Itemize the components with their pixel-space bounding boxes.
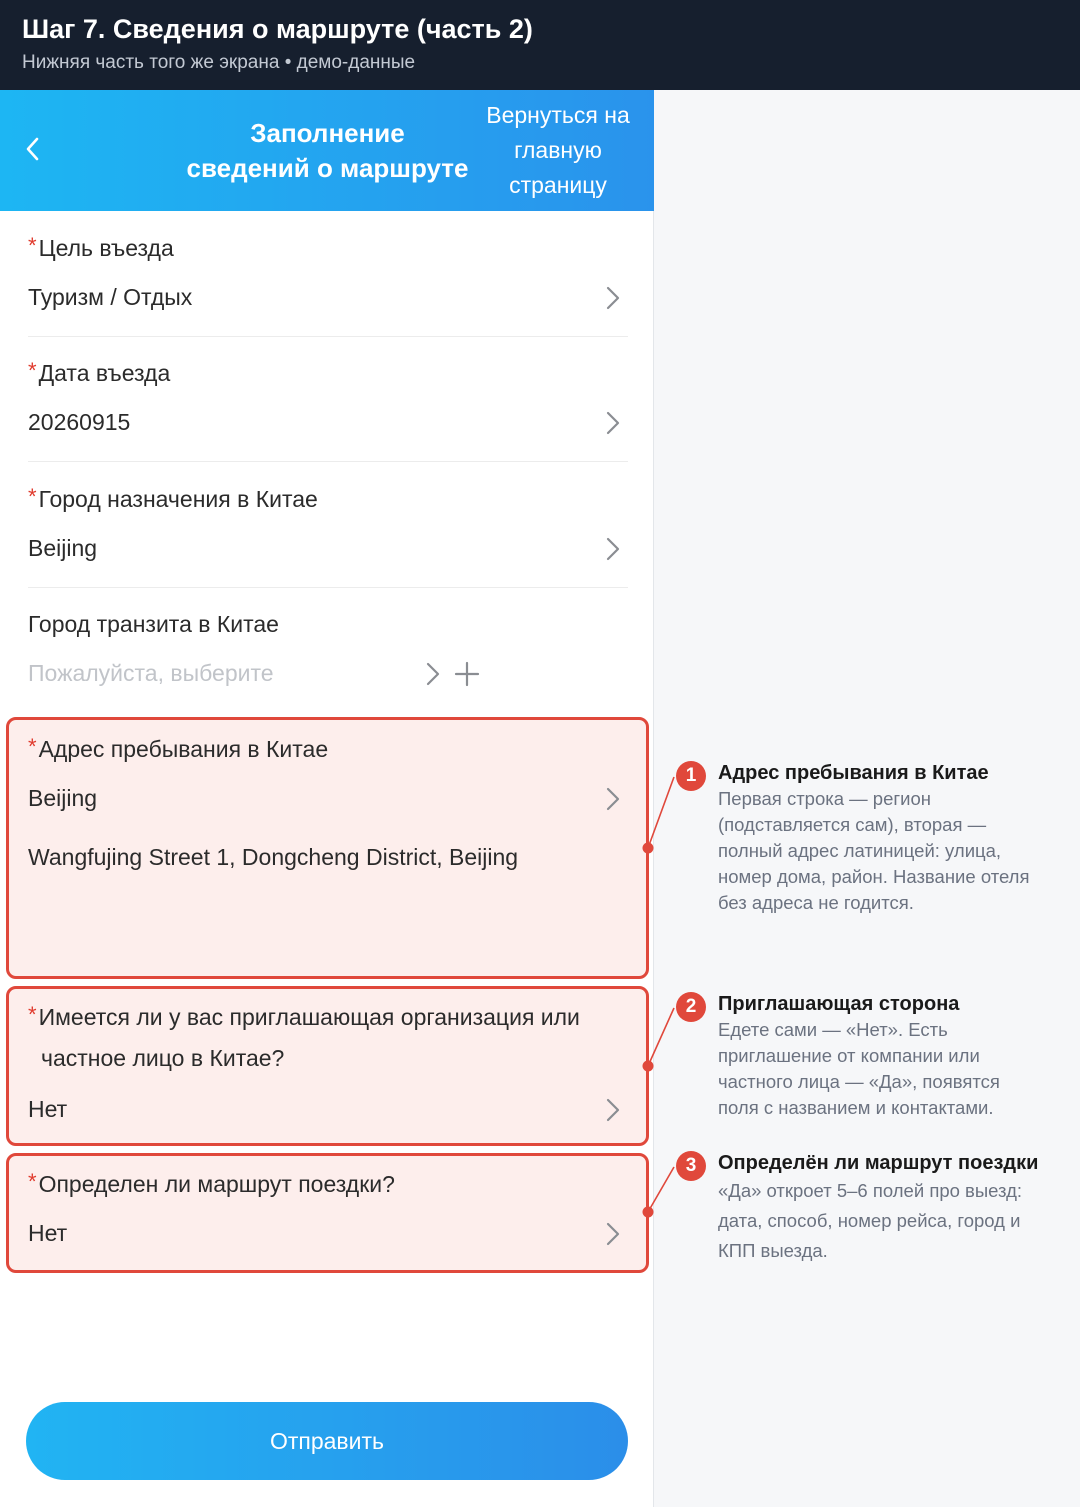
entry-date-label: *Дата въезда [28, 358, 171, 386]
home-link[interactable] [474, 98, 642, 203]
chevron-right-icon[interactable] [604, 1097, 622, 1123]
chevron-right-icon[interactable] [604, 536, 622, 562]
destination-city-label: *Город назначения в Китае [28, 484, 318, 512]
destination-city-value: Beijing [28, 535, 98, 561]
inviter-label: *Имеется ли у вас приглашающая организация или частное лицо в Китае? [28, 1002, 580, 1071]
address-label: *Адрес пребывания в Китае [28, 734, 329, 762]
destination-city-field[interactable] [28, 484, 628, 561]
annotation-1 [718, 760, 1068, 916]
home-link-line1: Вернуться на [486, 102, 630, 128]
chevron-left-icon [18, 134, 48, 164]
required-mark: * [28, 484, 37, 509]
annotation-title: Определён ли маршрут поездки [718, 1152, 1039, 1174]
required-mark: * [28, 233, 37, 258]
route-defined-label: *Определен ли маршрут поездки? [28, 1169, 395, 1197]
address-field[interactable] [28, 734, 628, 870]
required-mark: * [28, 734, 37, 759]
route-defined-value: Нет [28, 1220, 68, 1246]
banner-subtitle: Нижняя часть того же экрана • демо-данные [22, 52, 416, 73]
home-link-line2: главную [514, 137, 602, 163]
instruction-banner [0, 0, 1080, 90]
chevron-right-icon[interactable] [604, 285, 622, 311]
annotation-badge-3: 3 [676, 1151, 706, 1181]
annotation-text: «Да» откроет 5–6 полей про выезд: дата, способ, номер рейса, город и КПП выезда. [718, 1180, 1023, 1261]
chevron-right-icon[interactable] [604, 410, 622, 436]
entry-date-field[interactable] [28, 358, 628, 435]
chevron-right-icon[interactable] [604, 786, 622, 812]
home-link-line3: страницу [509, 172, 607, 198]
annotation-2 [718, 991, 1068, 1121]
transit-city-field[interactable] [28, 611, 628, 686]
required-mark: * [28, 358, 37, 383]
purpose-label: *Цель въезда [28, 233, 174, 261]
divider [28, 461, 628, 462]
phone-screen [0, 90, 654, 1507]
purpose-field[interactable] [28, 233, 628, 310]
purpose-value: Туризм / Отдых [28, 284, 193, 310]
page-title-line2: сведений о маршруте [186, 153, 469, 183]
inviter-field[interactable] [28, 1002, 628, 1122]
address-region-value: Beijing [28, 785, 98, 811]
divider [28, 587, 628, 588]
transit-city-placeholder: Пожалуйста, выберите [28, 660, 274, 686]
plus-icon [454, 661, 480, 687]
required-mark: * [28, 1169, 37, 1194]
banner-title: Шаг 7. Сведения о маршруте (часть 2) [22, 14, 533, 44]
annotation-badge-2: 2 [676, 992, 706, 1022]
add-transit-city-button[interactable] [454, 661, 480, 687]
transit-city-label: Город транзита в Китае [28, 611, 279, 637]
address-detail-input[interactable]: Wangfujing Street 1, Dongcheng District, Beijing [28, 844, 519, 870]
submit-button[interactable]: Отправить [26, 1402, 628, 1480]
route-defined-field[interactable] [28, 1169, 628, 1246]
page-title-line1: Заполнение [250, 118, 405, 148]
back-button[interactable] [18, 134, 48, 164]
app-header [0, 90, 654, 211]
page-title [160, 116, 495, 186]
entry-date-value: 20260915 [28, 409, 131, 435]
chevron-right-icon[interactable] [424, 661, 442, 687]
annotation-text: Едете сами — «Нет». Есть приглашение от компании или частного лица — «Да», появятся поля с названием и контактами. [718, 1019, 1000, 1118]
annotation-text: Первая строка — регион (подставляется сам), вторая — полный адрес латиницей: улица, номер дома, район. Название отеля без адреса не годится. [718, 788, 1030, 913]
annotation-3 [718, 1150, 1068, 1266]
divider [28, 336, 628, 337]
required-mark: * [28, 1002, 37, 1027]
chevron-right-icon[interactable] [604, 1221, 622, 1247]
inviter-value: Нет [28, 1096, 68, 1122]
annotation-badge-1: 1 [676, 761, 706, 791]
annotation-title: Адрес пребывания в Китае [718, 762, 989, 784]
annotation-title: Приглашающая сторона [718, 993, 960, 1015]
